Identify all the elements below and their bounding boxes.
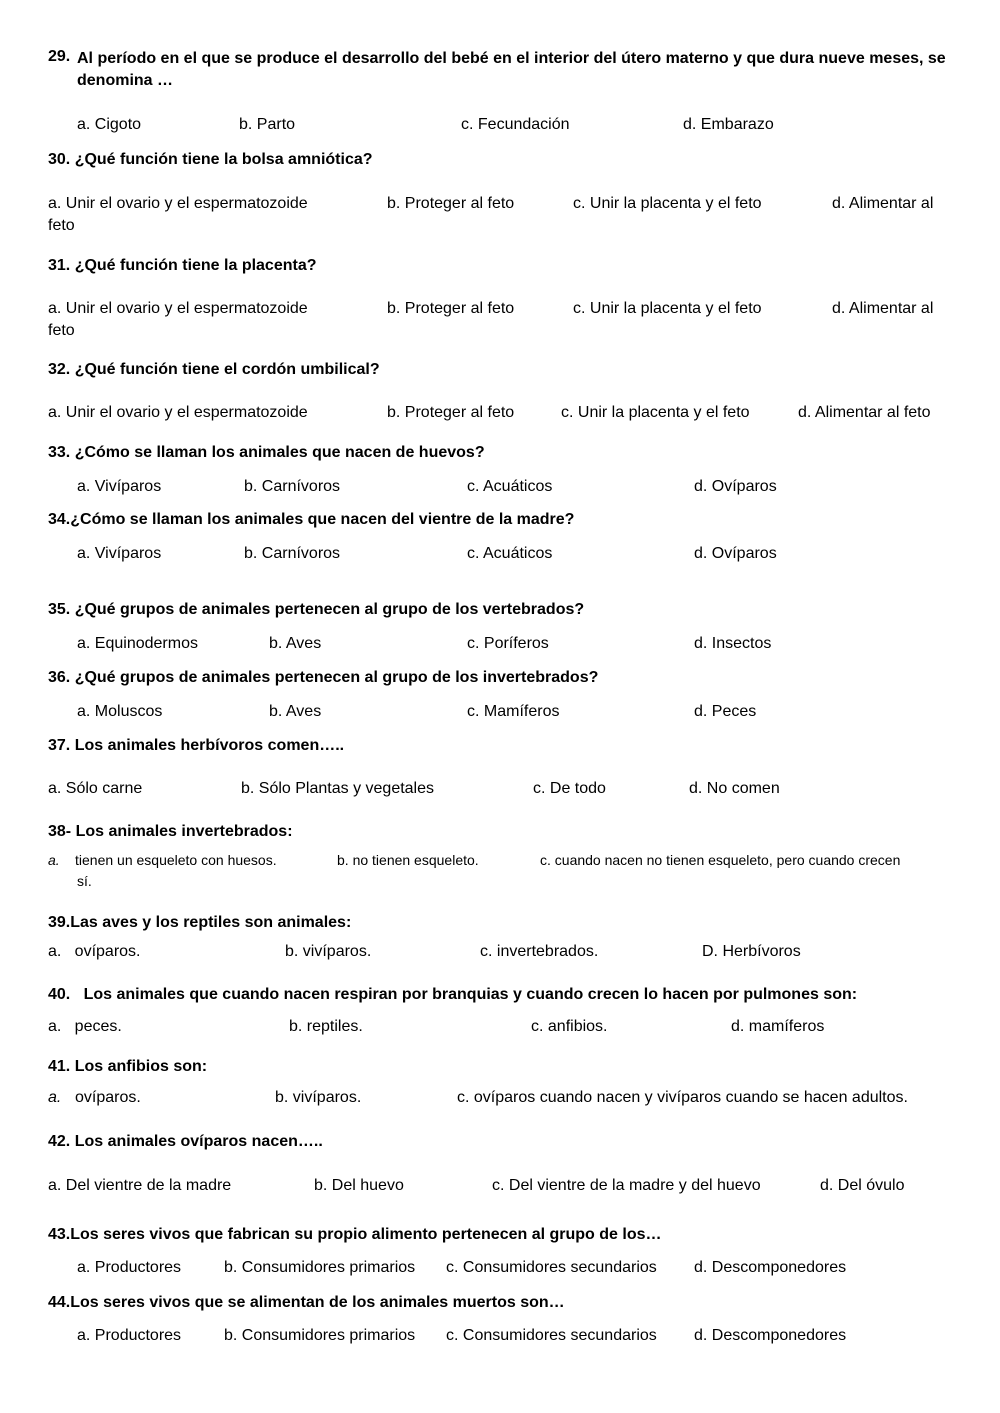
- question-36: 36. ¿Qué grupos de animales pertenecen al grupo de los invertebrados?: [48, 669, 599, 686]
- question-39: 39.Las aves y los reptiles son animales:: [48, 914, 352, 931]
- option-a: a. peces.: [48, 1018, 122, 1035]
- option-a: a. Unir el ovario y el espermatozoide: [48, 404, 308, 421]
- option-b: b. reptiles.: [289, 1018, 363, 1035]
- option-c: c. cuando nacen no tienen esqueleto, pero cuando crecen: [540, 852, 901, 868]
- option-d: d. Embarazo: [683, 116, 774, 133]
- option-d: d. No comen: [689, 780, 780, 797]
- question-text: Al período en el que se produce el desarrollo del bebé en el interior del útero materno y que dura nueve meses, se denomina …: [77, 50, 946, 89]
- question-34: 34.¿Cómo se llaman los animales que nacen del vientre de la madre?: [48, 511, 575, 528]
- option-b: b. Carnívoros: [244, 478, 341, 495]
- option-c: c. Unir la placenta y el feto: [573, 195, 762, 212]
- option-d: d. Ovíparos: [694, 545, 777, 562]
- option-c: c. ovíparos cuando nacen y vivíparos cuando se hacen adultos.: [457, 1089, 908, 1106]
- option-b: b. Carnívoros: [244, 545, 341, 562]
- option-a: a. Vivíparos: [77, 478, 162, 495]
- option-a: a. Productores: [77, 1259, 182, 1276]
- option-b: b. Consumidores primarios: [224, 1259, 416, 1276]
- option-b: b. vivíparos.: [275, 1089, 362, 1106]
- question-32: 32. ¿Qué función tiene el cordón umbilical?: [48, 361, 380, 378]
- option-c: c. Acuáticos: [467, 545, 553, 562]
- option-c: c. Unir la placenta y el feto: [573, 300, 762, 317]
- option-a: a. Equinodermos: [77, 635, 198, 652]
- option-d: d. Alimentar al: [832, 300, 934, 317]
- option-d-continued: feto: [48, 322, 75, 339]
- question-30: 30. ¿Qué función tiene la bolsa amniótica?: [48, 151, 373, 168]
- option-d: d. Ovíparos: [694, 478, 777, 495]
- question-number: 29.: [48, 48, 71, 65]
- option-a: a. Vivíparos: [77, 545, 162, 562]
- option-c: c. Poríferos: [467, 635, 549, 652]
- option-b: b. no tienen esqueleto.: [337, 852, 479, 868]
- option-c: c. anfibios.: [531, 1018, 608, 1035]
- option-b: b. Parto: [239, 116, 296, 133]
- option-b: b. Sólo Plantas y vegetales: [241, 780, 435, 797]
- option-a: a. Sólo carne: [48, 780, 143, 797]
- option-c: c. Consumidores secundarios: [446, 1327, 657, 1344]
- question-35: 35. ¿Qué grupos de animales pertenecen al grupo de los vertebrados?: [48, 601, 585, 618]
- option-d: d. Insectos: [694, 635, 772, 652]
- option-a: a. Unir el ovario y el espermatozoide: [48, 195, 308, 212]
- option-a-letter: a.: [48, 1089, 62, 1106]
- question-33: 33. ¿Cómo se llaman los animales que nacen de huevos?: [48, 444, 485, 461]
- option-c: c. Del vientre de la madre y del huevo: [492, 1177, 761, 1194]
- option-a: a. Del vientre de la madre: [48, 1177, 232, 1194]
- option-d: d. mamíferos: [731, 1018, 825, 1035]
- option-d: d. Del óvulo: [820, 1177, 905, 1194]
- option-c: c. De todo: [533, 780, 606, 797]
- option-a-letter: a.: [48, 852, 60, 868]
- option-c: c. Consumidores secundarios: [446, 1259, 657, 1276]
- option-c: c. invertebrados.: [480, 943, 599, 960]
- option-d: d. Alimentar al feto: [798, 404, 931, 421]
- option-c: c. Fecundación: [461, 116, 570, 133]
- question-42: 42. Los animales ovíparos nacen…..: [48, 1133, 323, 1150]
- option-b: b. Proteger al feto: [387, 404, 515, 421]
- option-b: b. Proteger al feto: [387, 195, 515, 212]
- question-44: 44.Los seres vivos que se alimentan de los animales muertos son…: [48, 1294, 565, 1311]
- option-c: c. Acuáticos: [467, 478, 553, 495]
- option-d: d. Peces: [694, 703, 757, 720]
- option-a: a. Unir el ovario y el espermatozoide: [48, 300, 308, 317]
- option-d: d. Alimentar al: [832, 195, 934, 212]
- option-b: b. Aves: [269, 635, 322, 652]
- option-a: a. ovíparos.: [48, 943, 141, 960]
- option-a: ovíparos.: [75, 1089, 141, 1106]
- option-d: d. Descomponedores: [694, 1327, 847, 1344]
- question-31: 31. ¿Qué función tiene la placenta?: [48, 257, 317, 274]
- option-d: D. Herbívoros: [702, 943, 801, 960]
- question-37: 37. Los animales herbívoros comen…..: [48, 737, 345, 754]
- option-a: a. Cigoto: [77, 116, 142, 133]
- question-29: [48, 48, 952, 92]
- question-38: 38- Los animales invertebrados:: [48, 823, 293, 840]
- question-41: 41. Los anfibios son:: [48, 1058, 208, 1075]
- option-b: b. Del huevo: [314, 1177, 404, 1194]
- option-b: b. vivíparos.: [285, 943, 372, 960]
- option-c: c. Mamíferos: [467, 703, 560, 720]
- option-d: d. Descomponedores: [694, 1259, 847, 1276]
- option-a: tienen un esqueleto con huesos.: [75, 852, 277, 868]
- option-b: b. Consumidores primarios: [224, 1327, 416, 1344]
- option-b: b. Proteger al feto: [387, 300, 515, 317]
- option-c-continued: sí.: [77, 873, 92, 889]
- option-b: b. Aves: [269, 703, 322, 720]
- option-d-continued: feto: [48, 217, 75, 234]
- option-a: a. Moluscos: [77, 703, 163, 720]
- question-43: 43.Los seres vivos que fabrican su propio alimento pertenecen al grupo de los…: [48, 1226, 662, 1243]
- option-a: a. Productores: [77, 1327, 182, 1344]
- question-40: 40. Los animales que cuando nacen respiran por branquias y cuando crecen lo hacen por pulmones son:: [48, 986, 858, 1003]
- option-c: c. Unir la placenta y el feto: [561, 404, 750, 421]
